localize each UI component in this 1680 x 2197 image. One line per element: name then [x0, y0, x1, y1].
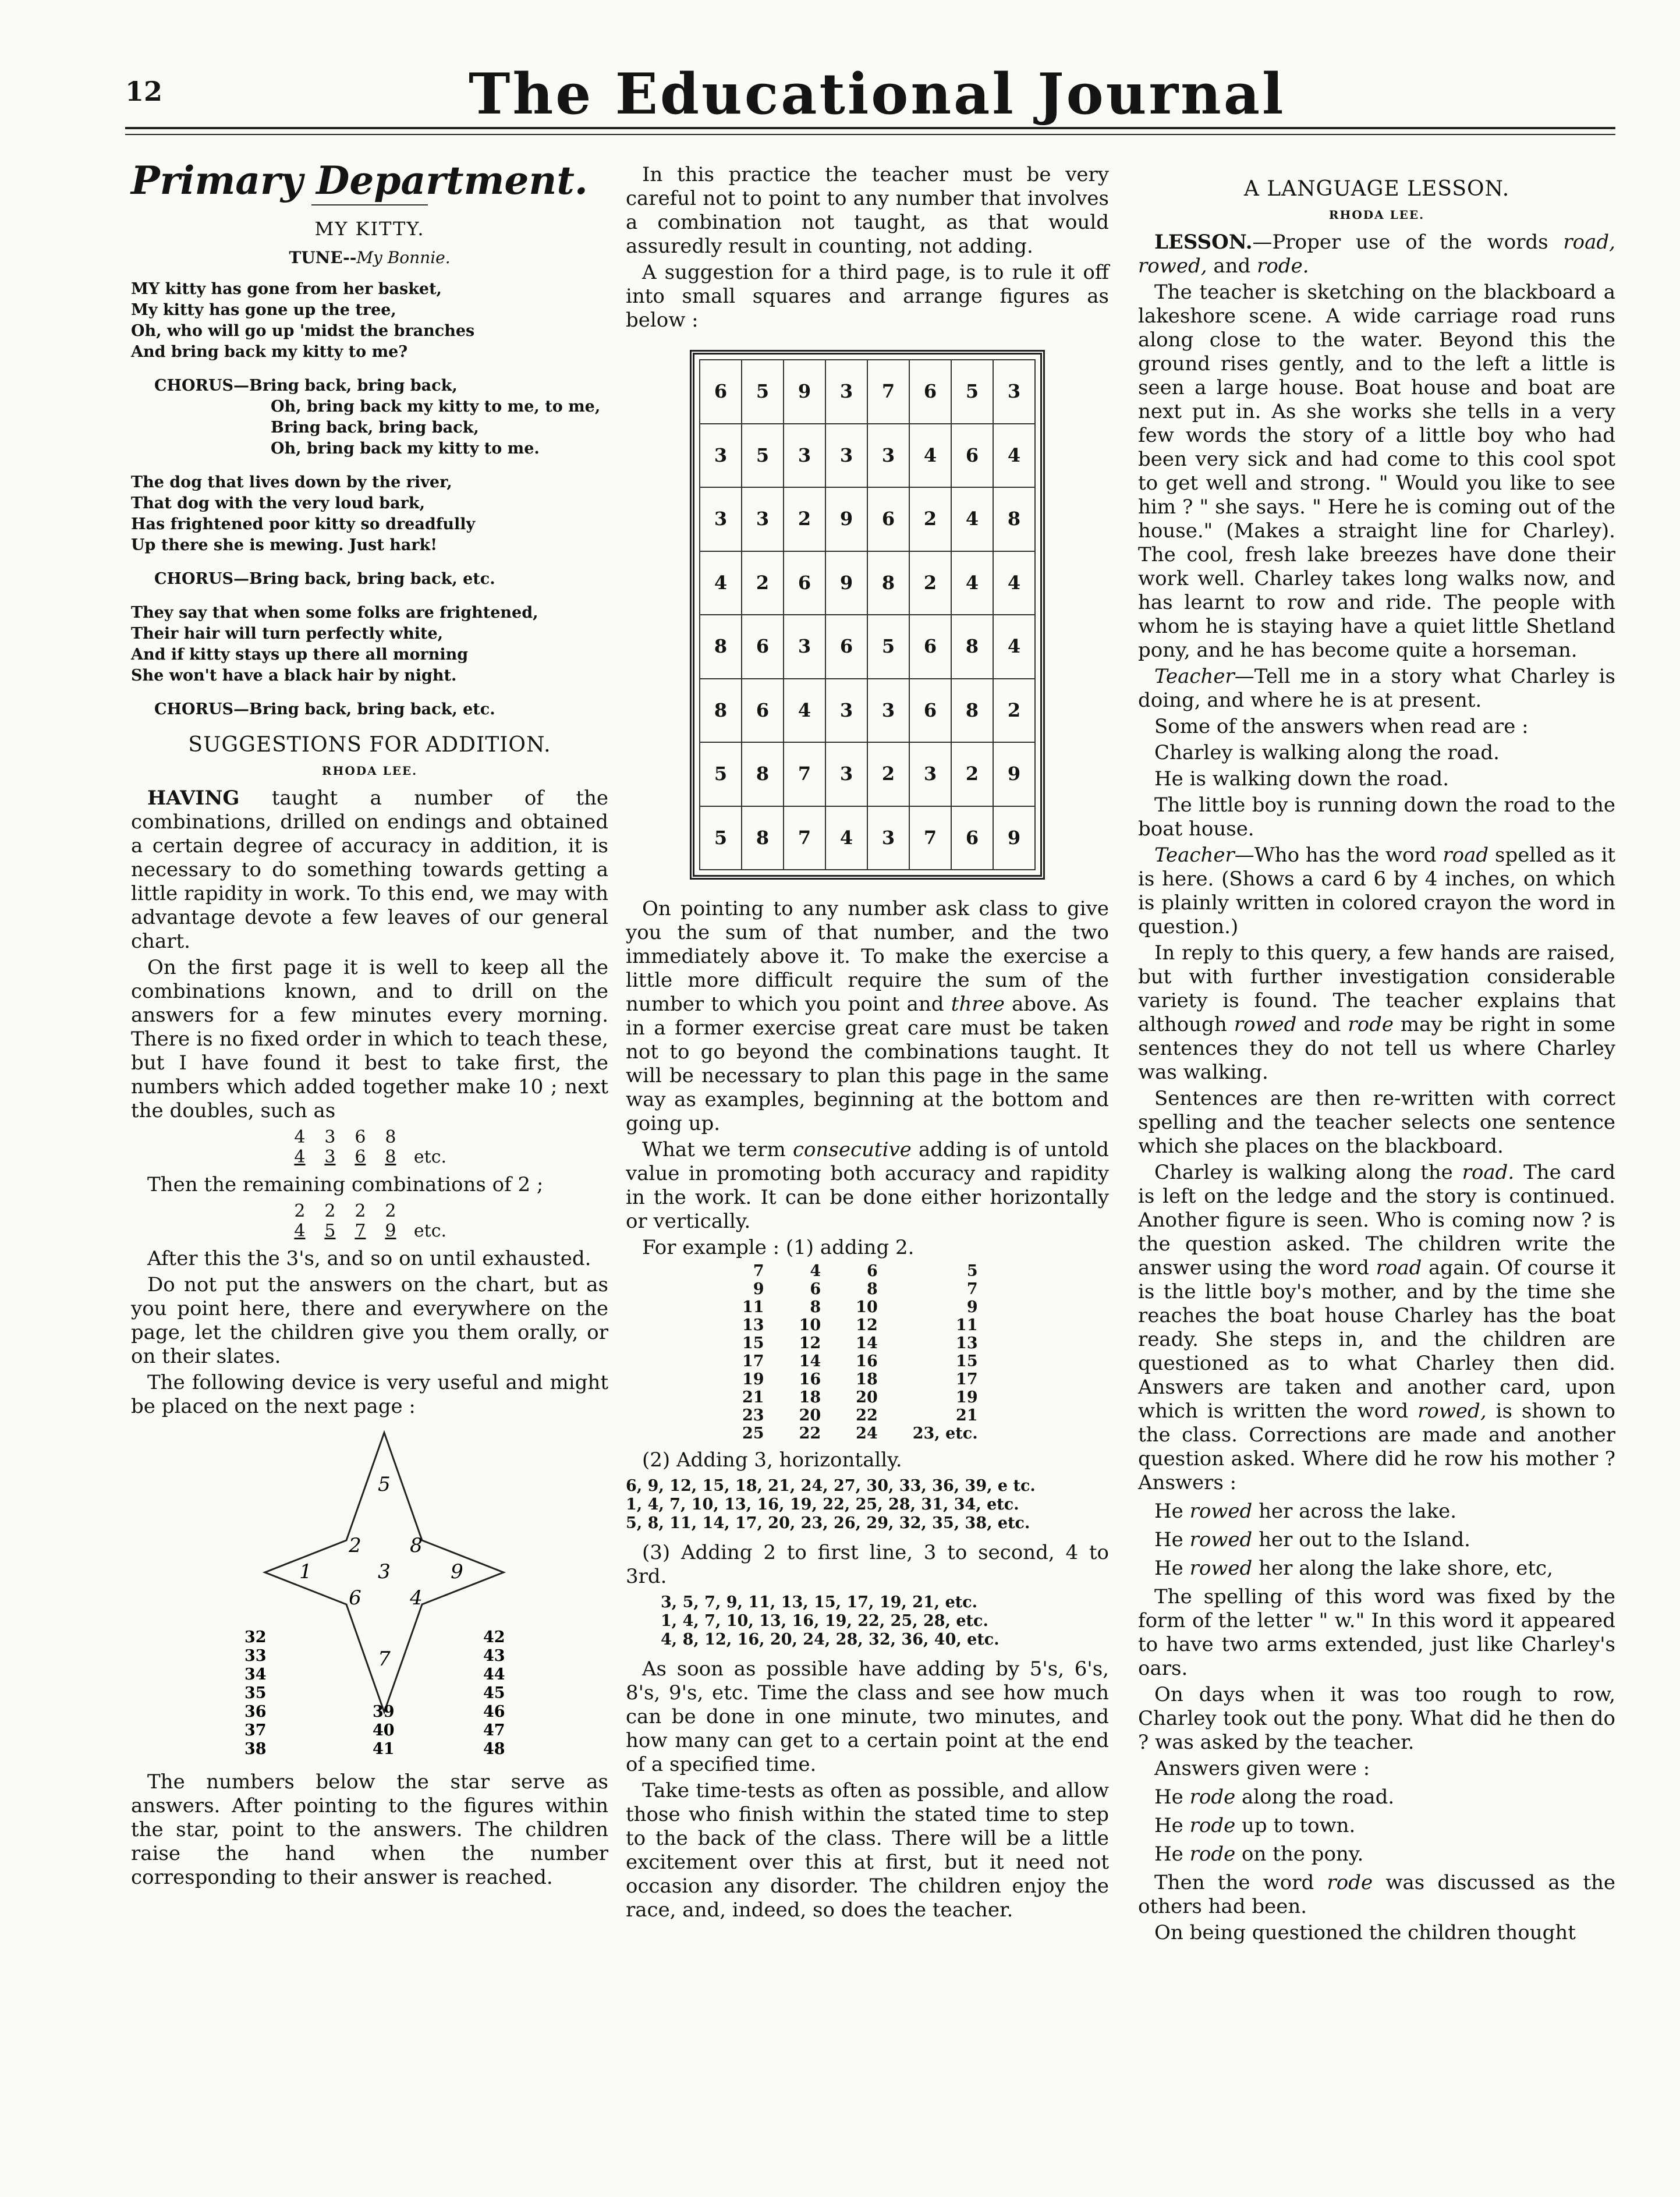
paragraph: LESSON.—Proper use of the words road, rowed, and rode.: [1138, 231, 1615, 278]
adding-cell: 17: [742, 1352, 764, 1370]
grid-cell: 5: [867, 615, 909, 679]
grid-cell: 7: [867, 360, 909, 424]
grid-cell: 6: [825, 615, 867, 679]
grid-cell: 4: [784, 679, 825, 743]
paragraph: As soon as possible have adding by 5's, 6's, 8's, 9's, etc. Time the class and see how much can be done in one minute, two minutes, and how many can get to a certain point at the end of a specified time.: [626, 1657, 1109, 1776]
adding-cell: 20: [856, 1388, 878, 1406]
grid-cell: 6: [700, 360, 742, 424]
addition-title: SUGGESTIONS FOR ADDITION.: [188, 733, 551, 757]
adding-cell: 24: [856, 1424, 878, 1443]
header-rule: [125, 127, 1615, 129]
grid-cell: 8: [700, 679, 742, 743]
language-lesson-title: A LANGUAGE LESSON.: [1243, 177, 1510, 201]
adding-cell: 7: [753, 1262, 764, 1280]
adding-cell: 21: [956, 1406, 978, 1424]
grid-cell: 5: [951, 360, 993, 424]
paragraph: The teacher is sketching on the blackboard a lakeshore scene. A wide carriage road runs along close to the water. Beyond this the ground rises gently, and to the left a little is seen a large house. Boat house and boat are next put in. As she works she tells in a very few words the story of a little boy who had been very sick and had come to this cool spot to get well and strong. " Would you like to see him ? " she says. " Here he is coming out of the house." (Makes a straight line for Charley). The cool, fresh lake breezes have done their work well. Charley takes long walks now, and has learnt to row and ride. The people with whom he is staying have a quiet little Shetland pony, and he has become quite a horseman.: [1138, 281, 1615, 662]
header-rule-thin: [125, 134, 1615, 135]
grid-cell: 4: [951, 551, 993, 615]
department-title: Primary Department.: [131, 158, 588, 203]
adding-cell: 13: [742, 1316, 764, 1334]
adding-cell: 9: [966, 1298, 978, 1316]
mixed-sequence: 1, 4, 7, 10, 13, 16, 19, 22, 25, 28, etc.: [661, 1612, 988, 1630]
number-grid-table: [699, 359, 1036, 870]
grid-row: [700, 742, 1035, 806]
star-number: 8: [410, 1534, 423, 1557]
grid-cell: 6: [742, 615, 784, 679]
grid-row: [700, 551, 1035, 615]
grid-cell: 7: [784, 806, 825, 870]
mixed-sequence: 3, 5, 7, 9, 11, 13, 15, 17, 19, 21, etc.: [661, 1593, 978, 1611]
star-number: 3: [378, 1560, 391, 1583]
paragraph: For example : (1) adding 2.: [642, 1236, 915, 1259]
grid-cell: 6: [742, 679, 784, 743]
svg-text:39: 39: [373, 1703, 395, 1721]
svg-text:45: 45: [483, 1684, 505, 1702]
grid-cell: 5: [700, 806, 742, 870]
answer-line: He rowed her along the lake shore, etc,: [1154, 1557, 1553, 1580]
grid-row: [700, 679, 1035, 743]
grid-cell: 5: [742, 360, 784, 424]
adding-row: [725, 1334, 995, 1352]
paragraph: What we term consecutive adding is of untold value in promoting both accuracy and rapidity in the work. It can be done either horizontally or vertically.: [626, 1138, 1109, 1233]
paragraph: Charley is walking along the road. The card is left on the ledge and the story is continued. Another figure is seen. Who is coming now ? is the question asked. The children write the answer using the word road again. Of course it is the little boy's mother, and by the time she reaches the boat house Charley has the boat ready. She steps in, and the children are questioned as to what Charley then did. Answers are taken and another card, upon which is written the word rowed, is shown to the class. Corrections are made and another question asked. Where did he row his mother ? Answers :: [1138, 1161, 1615, 1494]
adding-cell: 4: [810, 1262, 821, 1280]
grid-cell: 8: [951, 679, 993, 743]
language-lesson-byline: RHODA LEE.: [1328, 208, 1425, 222]
adding-cell: 5: [966, 1262, 978, 1280]
answer-line: He rowed her out to the Island.: [1154, 1528, 1470, 1551]
adding-cell: 12: [856, 1316, 878, 1334]
paragraph: On days when it was too rough to row, Charley took out the pony. What did he then do ? was asked by the teacher.: [1138, 1683, 1615, 1754]
grid-row: [700, 806, 1035, 870]
grid-cell: 2: [867, 742, 909, 806]
adding-row: [725, 1352, 995, 1370]
star-number: 2: [349, 1534, 361, 1557]
adding-cell: 25: [742, 1424, 764, 1443]
grid-cell: 3: [867, 679, 909, 743]
grid-cell: 8: [700, 615, 742, 679]
grid-cell: 6: [951, 806, 993, 870]
page-header: [125, 61, 1580, 128]
grid-cell: 2: [909, 487, 951, 551]
svg-text:32: 32: [244, 1628, 267, 1646]
grid-row: [700, 487, 1035, 551]
grid-row: [700, 360, 1035, 424]
grid-cell: 3: [700, 424, 742, 488]
paragraph: The spelling of this word was fixed by the form of the letter " w." In this word it appeared to have two arms extended, just like Charley's oars.: [1138, 1585, 1615, 1680]
grid-cell: 3: [784, 424, 825, 488]
svg-text:46: 46: [483, 1703, 505, 1721]
grid-cell: 3: [825, 424, 867, 488]
grid-row: [700, 615, 1035, 679]
grid-cell: 3: [825, 360, 867, 424]
paragraph: A suggestion for a third page, is to rule it off into small squares and arrange figures as below :: [626, 261, 1109, 332]
adding-cell: 22: [856, 1406, 878, 1424]
adding-cell: 16: [799, 1370, 821, 1388]
grid-cell: 4: [700, 551, 742, 615]
svg-text:43: 43: [483, 1647, 505, 1665]
poem-chorus-3: CHORUS—Bring back, bring back, etc.: [154, 700, 495, 718]
svg-text:47: 47: [483, 1721, 505, 1739]
star-number: 4: [410, 1586, 423, 1610]
poem-verse-1: MY kitty has gone from her basket, My kitty has gone up the tree, Oh, who will go up 'midst the branches And bring back my kitty to me?: [131, 280, 475, 361]
grid-cell: 6: [951, 424, 993, 488]
adding-row: [725, 1370, 995, 1388]
adding-2-table: [725, 1262, 995, 1443]
grid-cell: 2: [742, 551, 784, 615]
adding-3-sequence: 6, 9, 12, 15, 18, 21, 24, 27, 30, 33, 36, 39, e tc.: [626, 1477, 1036, 1495]
svg-text:38: 38: [244, 1740, 267, 1758]
adding-3-sequence: 1, 4, 7, 10, 13, 16, 19, 22, 25, 28, 31, 34, etc.: [626, 1496, 1019, 1514]
paragraph: On being questioned the children thought: [1154, 1921, 1576, 1944]
svg-text:34: 34: [244, 1666, 267, 1684]
adding-row: [725, 1406, 995, 1424]
grid-cell: 8: [742, 742, 784, 806]
svg-text:33: 33: [244, 1647, 267, 1665]
star-number: 9: [451, 1560, 463, 1583]
adding-cell: 18: [799, 1388, 821, 1406]
grid-cell: 2: [993, 679, 1035, 743]
star-number: 7: [378, 1647, 391, 1671]
grid-cell: 3: [742, 487, 784, 551]
svg-text:42: 42: [483, 1628, 505, 1646]
answers-left: [244, 1628, 267, 1758]
adding-cell: 8: [810, 1298, 821, 1316]
twos-example: 2 2 2 2 4 5 7 9 etc.: [294, 1201, 447, 1241]
grid-cell: 8: [993, 487, 1035, 551]
grid-cell: 9: [825, 487, 867, 551]
grid-cell: 6: [909, 360, 951, 424]
adding-cell: 9: [753, 1280, 764, 1298]
paragraph: Then the word rode was discussed as the others had been.: [1138, 1871, 1616, 1918]
adding-cell: 19: [956, 1388, 978, 1406]
paragraph: In reply to this query, a few hands are raised, but with further investigation considerable variety is found. The teacher explains that although rowed and rode may be right in some sentences they do not tell us where Charley was walking.: [1138, 941, 1615, 1084]
grid-cell: 3: [993, 360, 1035, 424]
answer-line: He rode along the road.: [1154, 1785, 1395, 1809]
adding-cell: 15: [742, 1334, 764, 1352]
adding-cell: 18: [856, 1370, 878, 1388]
star-number: 5: [378, 1473, 391, 1496]
grid-cell: 4: [993, 551, 1035, 615]
grid-cell: 3: [825, 679, 867, 743]
column-middle: [626, 163, 1109, 1925]
grid-cell: 3: [825, 742, 867, 806]
adding-cell: 22: [799, 1424, 821, 1443]
adding-cell: 13: [956, 1334, 978, 1352]
poem-title: MY KITTY.: [314, 218, 425, 240]
number-grid: [690, 350, 1045, 880]
paragraph: On pointing to any number ask class to give you the sum of that number, and the two immediately above it. To make the exercise a little more difficult require the sum of the number to which you point and three above. As in a former exercise great care must be taken not to go beyond the combinations taught. It will be necessary to plan this page in the same way as examples, beginning at the bottom and going up.: [626, 897, 1109, 1135]
adding-cell: 11: [956, 1316, 978, 1334]
adding-row: [725, 1262, 995, 1280]
grid-cell: 9: [993, 742, 1035, 806]
grid-cell: 8: [867, 551, 909, 615]
paragraph: Some of the answers when read are :: [1154, 715, 1529, 738]
paragraph: (3) Adding 2 to first line, 3 to second, 4 to 3rd.: [626, 1541, 1109, 1588]
grid-cell: 9: [993, 806, 1035, 870]
adding-cell: 14: [856, 1334, 878, 1352]
paragraph: The little boy is running down the road to the boat house.: [1138, 793, 1615, 841]
grid-cell: 6: [867, 487, 909, 551]
paragraph: Charley is walking along the road.: [1154, 741, 1500, 764]
page-number: 12: [125, 76, 163, 107]
grid-cell: 3: [867, 424, 909, 488]
paragraph: Teacher—Tell me in a story what Charley is doing, and where he is at present.: [1138, 665, 1615, 712]
journal-title: The Educational Journal: [469, 61, 1286, 127]
adding-3-sequence: 5, 8, 11, 14, 17, 20, 23, 26, 29, 32, 35, 38, etc.: [626, 1514, 1030, 1532]
divider: [311, 204, 428, 205]
addition-paragraph: Then the remaining combinations of 2 ;: [147, 1173, 544, 1196]
grid-cell: 2: [784, 487, 825, 551]
adding-cell: 23, etc.: [912, 1424, 978, 1443]
adding-cell: 23: [742, 1406, 764, 1424]
paragraph: (2) Adding 3, horizontally.: [642, 1448, 902, 1472]
doubles-example: 4 3 6 8 4 3 6 8 etc.: [294, 1127, 447, 1167]
adding-cell: 17: [956, 1370, 978, 1388]
grid-cell: 6: [909, 679, 951, 743]
paragraph: Take time-tests as often as possible, and allow those who finish within the stated time to step to the back of the class. There will be a little excitement over this at first, but it need not occasion any disorder. The children enjoy the race, and, indeed, so does the teacher.: [626, 1779, 1109, 1922]
star-svg: [131, 1421, 608, 1770]
grid-cell: 6: [909, 615, 951, 679]
grid-cell: 7: [784, 742, 825, 806]
grid-cell: 4: [993, 424, 1035, 488]
addition-paragraph: Do not put the answers on the chart, but as you point here, there and everywhere on the page, let the children give you them orally, or on their slates.: [131, 1273, 608, 1368]
addition-paragraph: HAVING taught a number of the combinations, drilled on endings and obtained a certain degree of accuracy in addition, it is necessary to do something towards getting a little rapidity in work. To this end, we may with advantage devote a few leaves of our general chart.: [131, 786, 608, 953]
adding-cell: 16: [856, 1352, 878, 1370]
column-right: [1138, 163, 1615, 1947]
adding-cell: 14: [799, 1352, 821, 1370]
adding-row: [725, 1316, 995, 1334]
svg-text:37: 37: [244, 1721, 267, 1739]
mixed-sequence: 4, 8, 12, 16, 20, 24, 28, 32, 36, 40, etc.: [661, 1631, 1000, 1649]
adding-row: [725, 1424, 995, 1443]
grid-cell: 5: [742, 424, 784, 488]
grid-cell: 5: [700, 742, 742, 806]
grid-cell: 4: [951, 487, 993, 551]
paragraph: Answers given were :: [1154, 1757, 1370, 1780]
grid-row: [700, 424, 1035, 488]
grid-cell: 9: [825, 551, 867, 615]
addition-paragraph: After this the 3's, and so on until exhausted.: [147, 1247, 591, 1270]
poem-tune: TUNE--My Bonnie.: [289, 248, 451, 267]
column-left: [131, 158, 608, 1892]
adding-cell: 21: [742, 1388, 764, 1406]
addition-paragraph: On the first page it is well to keep all the combinations known, and to drill on the answers for a few minutes every morning. There is no fixed order in which to teach these, but I have found it best to take first, the numbers which added together make 10 ; next the doubles, such as: [131, 956, 608, 1122]
answer-line: He rode on the pony.: [1154, 1842, 1364, 1866]
svg-text:41: 41: [373, 1740, 395, 1758]
svg-text:35: 35: [244, 1684, 267, 1702]
svg-text:40: 40: [373, 1721, 395, 1739]
paragraph: He is walking down the road.: [1154, 767, 1449, 791]
paragraph: Sentences are then re-written with correct spelling and the teacher selects one sentence which she places on the blackboard.: [1138, 1087, 1615, 1158]
grid-cell: 9: [784, 360, 825, 424]
adding-cell: 12: [799, 1334, 821, 1352]
adding-cell: 10: [799, 1316, 821, 1334]
adding-cell: 6: [866, 1262, 878, 1280]
star-diagram: [131, 1421, 608, 1770]
grid-cell: 4: [825, 806, 867, 870]
adding-row: [725, 1298, 995, 1316]
adding-cell: 19: [742, 1370, 764, 1388]
grid-cell: 8: [742, 806, 784, 870]
addition-paragraph: The following device is very useful and might be placed on the next page :: [131, 1371, 608, 1418]
answer-line: He rode up to town.: [1154, 1814, 1356, 1837]
svg-text:36: 36: [244, 1703, 267, 1721]
adding-cell: 10: [856, 1298, 878, 1316]
answers-right: [483, 1628, 505, 1758]
adding-cell: 8: [866, 1280, 878, 1298]
grid-cell: 3: [700, 487, 742, 551]
addition-byline: RHODA LEE.: [321, 764, 418, 778]
grid-cell: 4: [993, 615, 1035, 679]
grid-cell: 6: [784, 551, 825, 615]
grid-cell: 3: [784, 615, 825, 679]
adding-cell: 20: [799, 1406, 821, 1424]
adding-cell: 6: [810, 1280, 821, 1298]
paragraph: In this practice the teacher must be very careful not to point to any number that involves a combination not taught, as that would assuredly result in counting, not adding.: [626, 163, 1109, 258]
adding-row: [725, 1280, 995, 1298]
adding-row: [725, 1388, 995, 1406]
star-number: 1: [299, 1560, 312, 1583]
svg-text:48: 48: [483, 1740, 505, 1758]
grid-cell: 2: [909, 551, 951, 615]
star-number: 6: [349, 1586, 361, 1610]
grid-cell: 4: [909, 424, 951, 488]
poem-chorus-2: CHORUS—Bring back, bring back, etc.: [154, 570, 495, 588]
grid-cell: 3: [867, 806, 909, 870]
adding-cell: 15: [956, 1352, 978, 1370]
poem-verse-3: They say that when some folks are frightened, Their hair will turn perfectly white, And if kitty stays up there all morning She won't have a black hair by night.: [131, 604, 538, 685]
adding-cell: 7: [966, 1280, 978, 1298]
grid-cell: 8: [951, 615, 993, 679]
adding-cell: 11: [742, 1298, 764, 1316]
grid-cell: 7: [909, 806, 951, 870]
paragraph: Teacher—Who has the word road spelled as it is here. (Shows a card 6 by 4 inches, on which is plainly written in colored crayon the word in question.): [1138, 844, 1615, 938]
answer-line: He rowed her across the lake.: [1154, 1500, 1457, 1523]
grid-cell: 2: [951, 742, 993, 806]
addition-paragraph: The numbers below the star serve as answers. After pointing to the figures within the star, point to the answers. The children raise the hand when the number corresponding to their answer is reached.: [131, 1770, 608, 1889]
svg-text:44: 44: [483, 1666, 505, 1684]
answers-middle: [373, 1703, 395, 1758]
grid-cell: 3: [909, 742, 951, 806]
poem-chorus-1: CHORUS—Bring back, bring back, Oh, bring back my kitty to me, to me, Bring back, bring back, Oh, bring back my kitty to me.: [154, 377, 601, 458]
poem-verse-2: The dog that lives down by the river, That dog with the very loud bark, Has frightened poor kitty so dreadfully Up there she is mewing. Just hark!: [131, 473, 476, 554]
